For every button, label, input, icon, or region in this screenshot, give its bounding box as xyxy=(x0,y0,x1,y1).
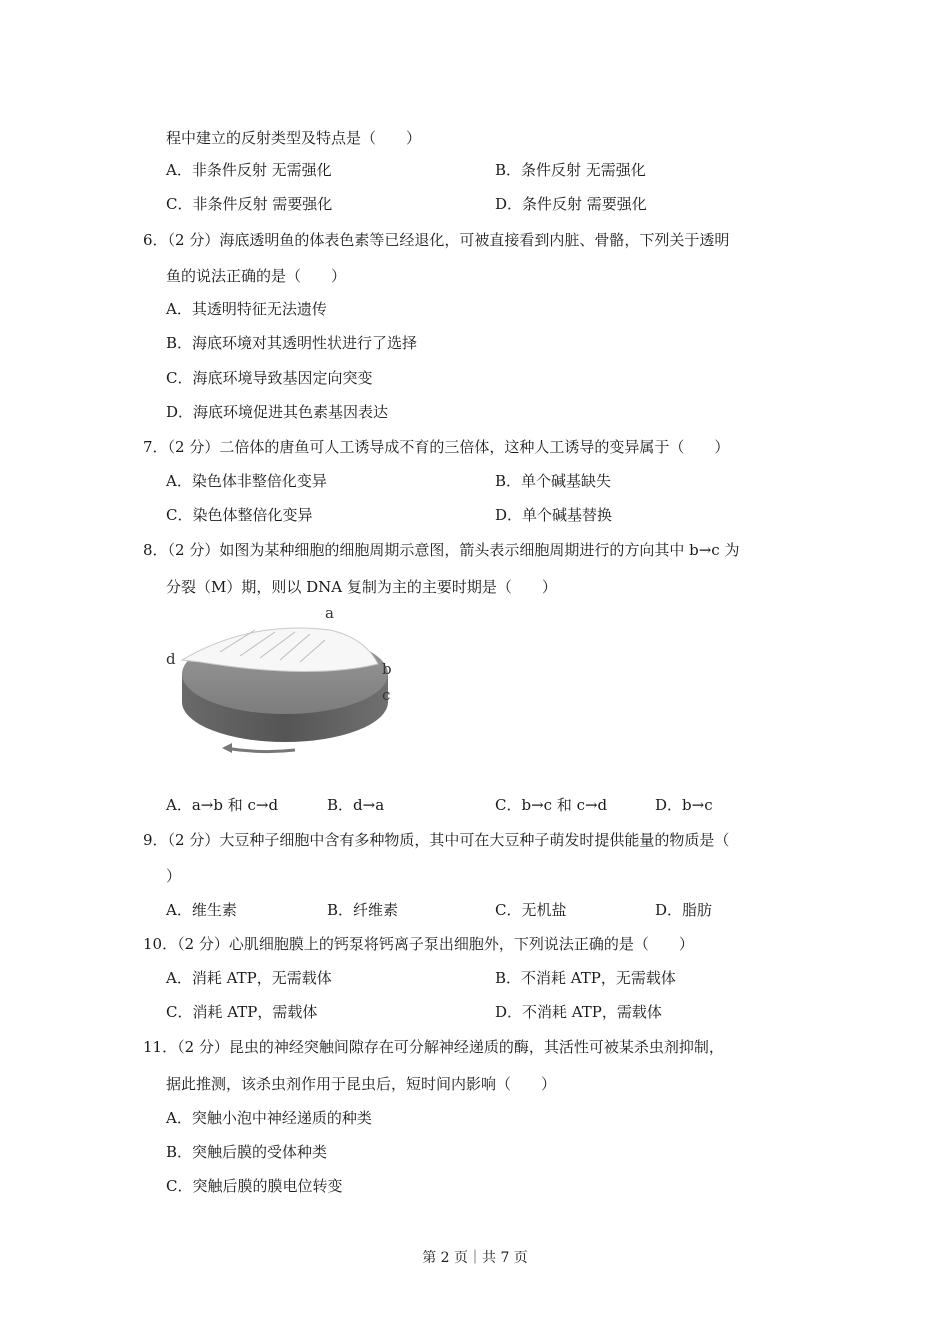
question-5-option-b: B．条件反射 无需强化 xyxy=(495,161,646,179)
question-5-continuation: 程中建立的反射类型及特点是（ ） xyxy=(166,129,422,147)
question-7-option-c: C．染色体整倍化变异 xyxy=(166,506,313,524)
page-footer: 第 2 页｜共 7 页 xyxy=(422,1250,528,1266)
question-9-option-b: B．纤维素 xyxy=(327,901,399,919)
question-11-option-b: B．突触后膜的受体种类 xyxy=(166,1143,328,1161)
question-7-option-b: B．单个碱基缺失 xyxy=(495,472,612,490)
figure-label-c: c xyxy=(382,686,391,704)
figure-label-d: d xyxy=(166,650,176,668)
question-11-option-a: A．突触小泡中神经递质的种类 xyxy=(166,1109,372,1127)
cell-cycle-disc-illustration xyxy=(160,602,410,762)
question-9-option-a: A．维生素 xyxy=(166,901,237,919)
question-6-option-a: A．其透明特征无法遗传 xyxy=(166,300,327,318)
question-7-stem: 7．（2 分）二倍体的唐鱼可人工诱导成不育的三倍体，这种人工诱导的变异属于（ ） xyxy=(143,438,730,456)
question-9-option-c: C．无机盐 xyxy=(495,901,567,919)
question-8-option-c: C．b→c 和 c→d xyxy=(495,796,608,814)
question-9-stem-line2: ） xyxy=(166,867,182,885)
question-6-option-d: D．海底环境促进其色素基因表达 xyxy=(166,403,389,421)
question-10-option-a: A．消耗 ATP，无需载体 xyxy=(166,969,332,987)
question-8-option-d: D．b→c xyxy=(655,796,713,814)
question-9-option-d: D．脂肪 xyxy=(655,901,713,919)
question-8-option-a: A．a→b 和 c→d xyxy=(166,796,279,814)
question-11-option-c: C．突触后膜的膜电位转变 xyxy=(166,1177,343,1195)
question-5-option-a: A．非条件反射 无需强化 xyxy=(166,161,332,179)
question-11-stem-line2: 据此推测，该杀虫剂作用于昆虫后，短时间内影响（ ） xyxy=(166,1075,557,1093)
question-6-option-b: B．海底环境对其透明性状进行了选择 xyxy=(166,334,418,352)
figure-label-a: a xyxy=(325,604,334,622)
question-9-stem-line1: 9．（2 分）大豆种子细胞中含有多种物质，其中可在大豆种子萌发时提供能量的物质是（ xyxy=(143,831,730,849)
question-10-option-d: D．不消耗 ATP，需载体 xyxy=(495,1003,662,1021)
question-10-option-b: B．不消耗 ATP，无需载体 xyxy=(495,969,676,987)
figure-label-b: b xyxy=(382,660,392,678)
question-7-option-a: A．染色体非整倍化变异 xyxy=(166,472,327,490)
question-7-option-d: D．单个碱基替换 xyxy=(495,506,613,524)
question-5-option-d: D．条件反射 需要强化 xyxy=(495,195,647,213)
question-10-option-c: C．消耗 ATP，需载体 xyxy=(166,1003,318,1021)
question-6-stem-line1: 6．（2 分）海底透明鱼的体表色素等已经退化，可被直接看到内脏、骨骼，下列关于透明 xyxy=(143,231,730,249)
question-8-stem-line2: 分裂（M）期，则以 DNA 复制为主的主要时期是（ ） xyxy=(166,578,557,596)
question-10-stem: 10．（2 分）心肌细胞膜上的钙泵将钙离子泵出细胞外，下列说法正确的是（ ） xyxy=(143,935,694,953)
question-11-stem-line1: 11．（2 分）昆虫的神经突触间隙存在可分解神经递质的酶，其活性可被某杀虫剂抑制， xyxy=(143,1038,724,1056)
question-6-stem-line2: 鱼的说法正确的是（ ） xyxy=(166,267,347,285)
question-8-option-b: B．d→a xyxy=(327,796,385,814)
question-5-option-c: C．非条件反射 需要强化 xyxy=(166,195,333,213)
cell-cycle-figure xyxy=(160,602,410,762)
question-8-stem-line1: 8．（2 分）如图为某种细胞的细胞周期示意图，箭头表示细胞周期进行的方向其中 b→c 为 xyxy=(143,541,740,559)
question-6-option-c: C．海底环境导致基因定向突变 xyxy=(166,369,373,387)
